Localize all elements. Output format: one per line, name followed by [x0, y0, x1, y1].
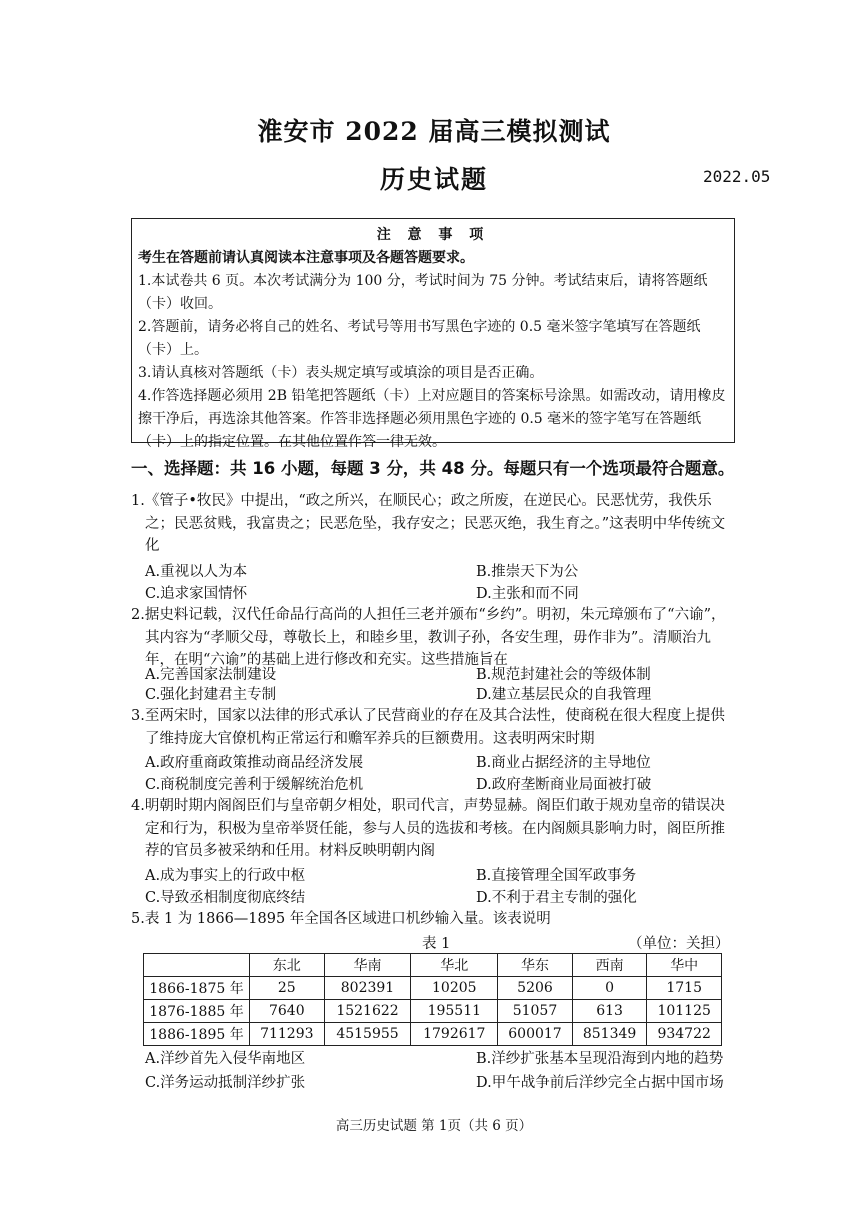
table-cell: 西南 — [572, 954, 647, 977]
table-caption: 表 1 — [422, 936, 451, 952]
question-4 — [131, 795, 737, 863]
question-stem: 3.至两宋时，国家以法律的形式承认了民营商业的存在及其合法性，使商税在很大程度上提供了维持庞大官僚机构正常运行和赡军养兵的巨额费用。这表明两宋时期 — [131, 708, 725, 747]
table-cell: 195511 — [411, 1000, 498, 1023]
option: C.商税制度完善利于缓解统治危机 — [145, 777, 364, 793]
option: D.主张和而不同 — [476, 586, 579, 602]
table-cell: 7640 — [250, 1000, 325, 1023]
exam-date: 2022.05 — [703, 167, 771, 186]
data-table — [143, 953, 722, 1046]
notice-intro: 考生在答题前请认真阅读本注意事项及各题答题要求。 — [138, 250, 474, 266]
option: B.推崇天下为公 — [476, 564, 579, 580]
question-2 — [131, 604, 737, 672]
option: A.洋纱首先入侵华南地区 — [145, 1051, 306, 1067]
option: B.规范封建社会的等级体制 — [476, 667, 651, 683]
table-cell: 东北 — [250, 954, 325, 977]
table-cell — [144, 954, 250, 977]
question-stem: 2.据史料记载，汉代任命品行高尚的人担任三老并颁布“乡约”。明初，朱元璋颁布了“六谕”，其内容为“孝顺父母，尊敬长上，和睦乡里，教训子孙，各安生理，毋作非为”。清顺治九年，在明“六谕”的基础上进行修改和充实。这些措施旨在 — [131, 607, 726, 668]
notice-item: 1.本试卷共 6 页。本次考试满分为 100 分，考试时间为 75 分钟。考试结束后，请将答题纸（卡）收回。 — [138, 273, 708, 312]
notice-item: 2.答题前，请务必将自己的姓名、考试号等用书写黑色字迹的 0.5 毫米签字笔填写在答题纸（卡）上。 — [138, 319, 701, 358]
table-cell: 802391 — [324, 977, 411, 1000]
table-cell: 101125 — [647, 1000, 722, 1023]
question-1 — [131, 490, 737, 558]
table-cell: 600017 — [498, 1023, 573, 1046]
option: D.政府垄断商业局面被打破 — [476, 777, 652, 793]
option: C.洋务运动抵制洋纱扩张 — [145, 1075, 306, 1091]
table-row — [144, 977, 722, 1000]
table-cell: 华中 — [647, 954, 722, 977]
page-footer: 高三历史试题 第 1页（共 6 页） — [335, 1118, 533, 1134]
section-title: 一、选择题：共 16 小题，每题 3 分，共 48 分。每题只有一个选项最符合题意。 — [131, 459, 735, 478]
table-cell: 1886-1895 年 — [144, 1023, 250, 1046]
notice-item: 3.请认真核对答题纸（卡）表头规定填写或填涂的项目是否正确。 — [138, 365, 544, 381]
table-unit: （单位：关担） — [628, 936, 730, 952]
table-cell: 4515955 — [324, 1023, 411, 1046]
page-subtitle: 历史试题 — [379, 165, 488, 194]
question-stem: 5.表 1 为 1866—1895 年全国各区域进口机纱输入量。该表说明 — [131, 911, 551, 927]
table-cell: 51057 — [498, 1000, 573, 1023]
option: A.完善国家法制建设 — [145, 667, 277, 683]
table-row — [144, 1000, 722, 1023]
table-cell: 934722 — [647, 1023, 722, 1046]
option: B.洋纱扩张基本呈现沿海到内地的趋势 — [476, 1051, 724, 1067]
table-cell: 0 — [572, 977, 647, 1000]
table-cell: 1715 — [647, 977, 722, 1000]
option: A.重视以人为本 — [145, 564, 248, 580]
table-cell: 10205 — [411, 977, 498, 1000]
option: D.不利于君主专制的强化 — [476, 890, 637, 906]
table-cell: 711293 — [250, 1023, 325, 1046]
page-title: 淮安市 2022 届高三模拟测试 — [257, 117, 611, 146]
option: B.商业占据经济的主导地位 — [476, 755, 651, 771]
option: A.政府重商政策推动商品经济发展 — [145, 755, 364, 771]
table-cell: 1866-1875 年 — [144, 977, 250, 1000]
table-cell: 1876-1885 年 — [144, 1000, 250, 1023]
table-cell: 851349 — [572, 1023, 647, 1046]
option: D.建立基层民众的自我管理 — [476, 687, 652, 703]
table-cell: 1792617 — [411, 1023, 498, 1046]
table-cell: 华北 — [411, 954, 498, 977]
option: C.追求家国情怀 — [145, 586, 248, 602]
table-row — [144, 1023, 722, 1046]
option: C.导致丞相制度彻底终结 — [145, 890, 306, 906]
question-5 — [131, 908, 737, 931]
table-cell: 华东 — [498, 954, 573, 977]
table-cell: 华南 — [324, 954, 411, 977]
table-header-row — [144, 954, 722, 977]
option: A.成为事实上的行政中枢 — [145, 868, 306, 884]
table-cell: 25 — [250, 977, 325, 1000]
notice-box — [131, 218, 735, 450]
question-3 — [131, 705, 737, 750]
table-cell: 613 — [572, 1000, 647, 1023]
question-stem: 4.明朝时期内阁阁臣们与皇帝朝夕相处，职司代言，声势显赫。阁臣们敢于规劝皇帝的错误决定和行为，积极为皇帝举贤任能，参与人员的选拔和考核。在内阁颇具影响力时，阁臣所推荐的官员多被采纳和任用。材料反映明朝内阁 — [131, 798, 725, 859]
table-cell: 5206 — [498, 977, 573, 1000]
option: D.甲午战争前后洋纱完全占据中国市场 — [476, 1075, 724, 1091]
notice-item: 4.作答选择题必须用 2B 铅笔把答题纸（卡）上对应题目的答案标号涂黑。如需改动，请用橡皮擦干净后，再选涂其他答案。作答非选择题必须用黑色字迹的 0.5 毫米的签字笔写在答题纸（卡）上的指定位置。在其他位置作答一律无效。 — [138, 388, 726, 450]
option: B.直接管理全国军政事务 — [476, 868, 637, 884]
table-cell: 1521622 — [324, 1000, 411, 1023]
notice-title: 注 意 事 项 — [376, 227, 490, 243]
question-stem: 1.《管子•牧民》中提出，“政之所兴，在顺民心；政之所废，在逆民心。民恶忧劳，我佚乐之；民恶贫贱，我富贵之；民恶危坠，我存安之；民恶灭绝，我生育之。”这表明中华传统文化 — [131, 493, 726, 554]
option: C.强化封建君主专制 — [145, 687, 277, 703]
